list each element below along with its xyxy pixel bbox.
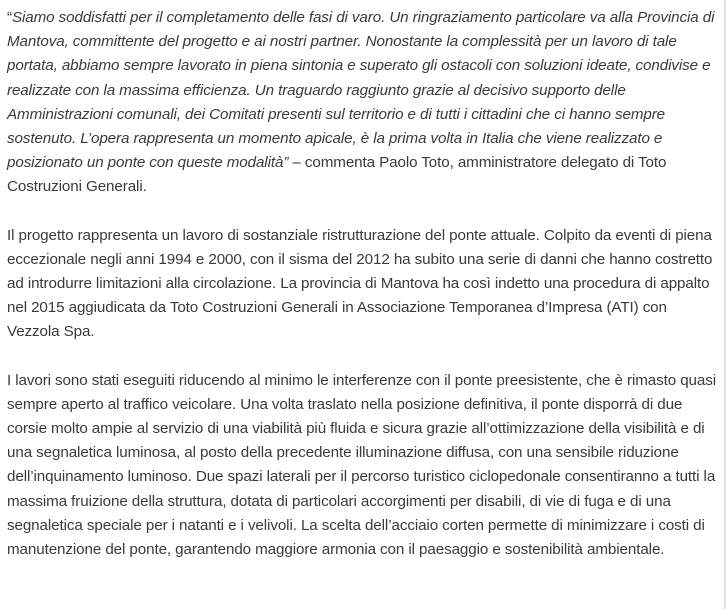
quote-attribution: – commenta Paolo Toto, amministratore delegato di Toto Costruzioni Generali. <box>7 154 667 196</box>
opening-quote-mark: “ <box>7 9 12 26</box>
article-body <box>7 6 719 586</box>
quote-paragraph <box>7 6 719 200</box>
project-paragraph: Il progetto rappresenta un lavoro di sostanziale ristrutturazione del ponte attuale. Colpito da eventi di piena eccezionale negli anni 1994 e 2000, con il sisma del 2012 ha subito una serie di danni che hanno costretto ad introdurre limitazioni alla circolazione. La provincia di Mantova ha così indetto una procedura di appalto nel 2015 aggiudicata da Toto Costruzioni Generali in Associazione Temporanea d’Impresa (ATI) con Vezzola Spa. <box>7 226 713 341</box>
works-paragraph: I lavori sono stati eseguiti riducendo al minimo le interferenze con il ponte preesistente, che è rimasto quasi sempre aperto al traffico veicolare. Una volta traslato nella posizione definitiva, il ponte disporrà di due corsie molto ampie al servizio di una viabilità più fluida e sicura grazie all’ottimizzazione della visibilità e di una segnaletica luminosa, al posto della precedente illuminazione diffusa, con una sensibile riduzione dell’inquinamento luminoso. Due spazi laterali per il percorso turistico ciclopedonale consentiranno a tutti la massima fruizione della struttura, dotata di particolari accorgimenti per disabili, di vie di fuga e di una segnaletica speciale per i natanti e i velivoli. La scelta dell’acciaio corten permette di minimizzare i costi di manutenzione del ponte, garantendo maggiore armonia con il paesaggio e sostenibilità ambientale. <box>7 371 717 559</box>
quote-text: Siamo soddisfatti per il completamento delle fasi di varo. Un ringraziamento particolare va alla Provincia di Mantova, committente del progetto e ai nostri partner. Nonostante la complessità per un lavoro di tale portata, abbiamo sempre lavorato in piena sintonia e superato gli ostacoli con soluzioni ideate, condivise e realizzate con la massima efficienza. Un traguardo raggiunto grazie al decisivo supporto delle Amministrazioni comunali, dei Comitati presenti sul territorio e di tutti i cittadini che ci hanno sempre sostenuto. L’opera rappresenta un momento apicale, è la prima volta in Italia che viene realizzato e posizionato un ponte con queste modalità” <box>7 9 715 172</box>
